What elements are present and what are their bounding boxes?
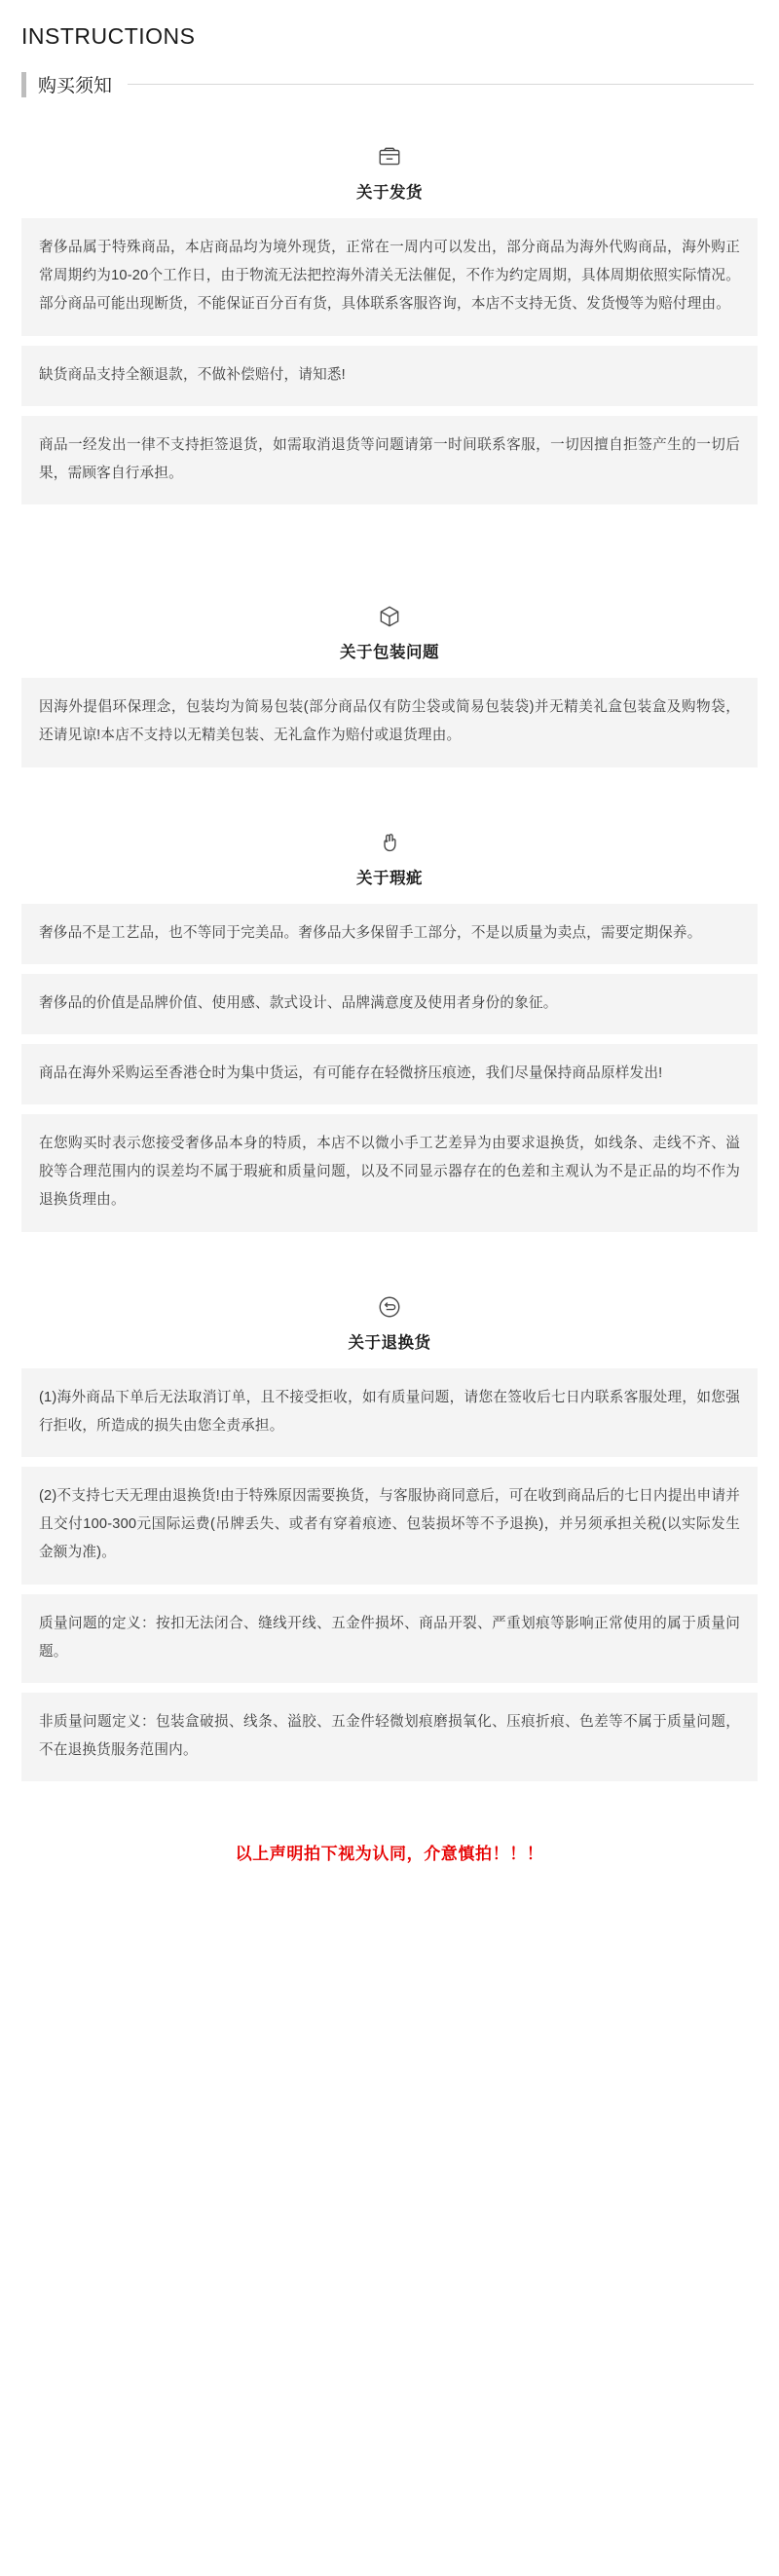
paragraph: 质量问题的定义：按扣无法闭合、缝线开线、五金件损坏、商品开裂、严重划痕等影响正常使用的属于质量问题。 <box>21 1594 758 1683</box>
paragraph: (2)不支持七天无理由退换货!由于特殊原因需要换货，与客服协商同意后，可在收到商品后的七日内提出申请并且交付100-300元国际运费(吊牌丢失、或者有穿着痕迹、包装损坏等不予退换)，并另须承担关税(以实际发生金额为准)。 <box>21 1467 758 1585</box>
paragraph: 奢侈品属于特殊商品，本店商品均为境外现货，正常在一周内可以发出，部分商品为海外代购商品，海外购正常周期约为10-20个工作日，由于物流无法把控海外清关无法催促，不作为约定周期，具体周期依照实际情况。部分商品可能出现断货，不能保证百分百有货，具体联系客服咨询，本店不支持无货、发货慢等为赔付理由。 <box>21 218 758 336</box>
shipping-box-icon <box>377 144 402 169</box>
section-defects <box>0 830 779 1232</box>
paragraph: 因海外提倡环保理念，包装均为简易包装(部分商品仅有防尘袋或简易包装袋)并无精美礼盒包装盒及购物袋，还请见谅!本店不支持以无精美包装、无礼盒作为赔付或退货理由。 <box>21 678 758 766</box>
subtitle-row <box>0 50 779 97</box>
paragraph: (1)海外商品下单后无法取消订单，且不接受拒收，如有质量问题，请您在签收后七日内联系客服处理，如您强行拒收，所造成的损失由您全责承担。 <box>21 1368 758 1457</box>
section-shipping <box>0 144 779 504</box>
paragraph: 商品在海外采购运至香港仓时为集中货运，有可能存在轻微挤压痕迹，我们尽量保持商品原样发出! <box>21 1044 758 1104</box>
section-packaging <box>0 604 779 766</box>
paragraph: 商品一经发出一律不支持拒签退货，如需取消退货等问题请第一时间联系客服，一切因擅自拒签产生的一切后果，需顾客自行承担。 <box>21 416 758 504</box>
paragraph: 奢侈品的价值是品牌价值、使用感、款式设计、品牌满意度及使用者身份的象征。 <box>21 974 758 1034</box>
page-title: INSTRUCTIONS <box>21 23 196 49</box>
spacer <box>0 514 779 571</box>
section-title: 关于退换货 <box>348 1333 431 1352</box>
section-title: 关于包装问题 <box>340 644 439 662</box>
subtitle-text: 购买须知 <box>38 76 113 96</box>
section-returns <box>0 1294 779 1782</box>
footer-disclaimer: 以上声明拍下视为认同，介意慎拍！！！ <box>235 1845 544 1864</box>
paragraph: 非质量问题定义：包装盒破损、线条、溢胶、五金件轻微划痕磨损氧化、压痕折痕、色差等不属于质量问题，不在退换货服务范围内。 <box>21 1693 758 1781</box>
spacer <box>0 777 779 797</box>
spacer <box>0 1242 779 1261</box>
paragraph: 缺货商品支持全额退款，不做补偿赔付，请知悉! <box>21 346 758 406</box>
section-title: 关于发货 <box>356 184 423 202</box>
return-arrows-icon <box>377 1294 402 1320</box>
subtitle-divider <box>128 84 754 85</box>
paragraph: 奢侈品不是工艺品，也不等同于完美品。奢侈品大多保留手工部分，不是以质量为卖点，需要定期保养。 <box>21 904 758 964</box>
section-title: 关于瑕疵 <box>356 869 423 887</box>
subtitle-accent-bar <box>21 72 26 97</box>
package-icon <box>377 604 402 629</box>
hand-inspect-icon <box>377 830 402 855</box>
paragraph: 在您购买时表示您接受奢侈品本身的特质，本店不以微小手工艺差异为由要求退换货，如线条、走线不齐、溢胶等合理范围内的误差均不属于瑕疵和质量问题，以及不同显示器存在的色差和主观认为不是正品的均不作为退换货理由。 <box>21 1114 758 1232</box>
